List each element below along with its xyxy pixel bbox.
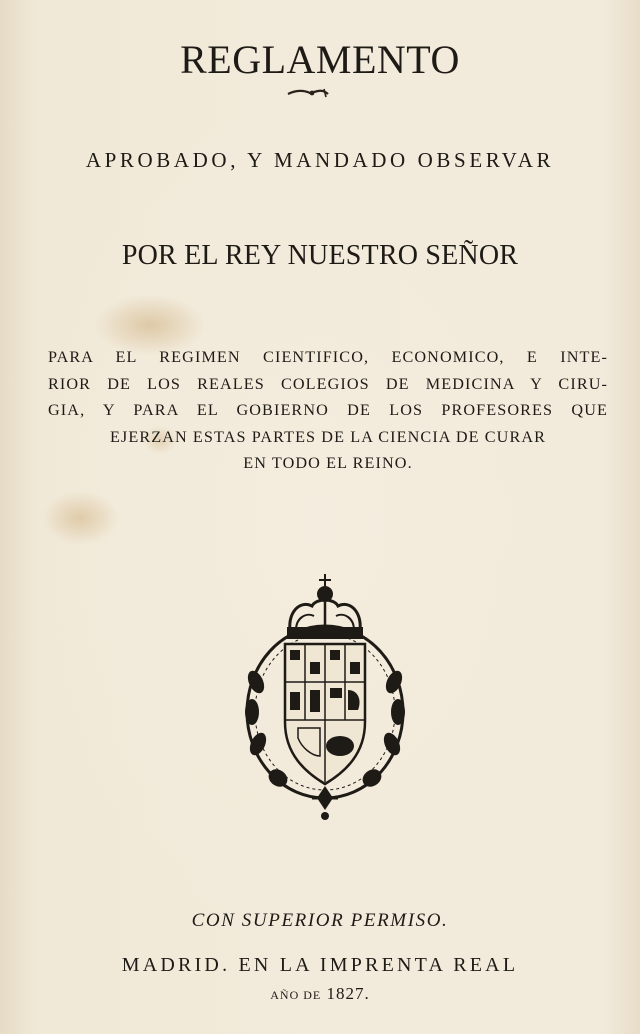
purpose-line: GIA, Y PARA EL GOBIERNO DE LOS PROFESORES QUE <box>48 401 608 419</box>
purpose-line: RIOR DE LOS REALES COLEGIOS DE MEDICINA Y CIRU- <box>48 374 608 393</box>
ornament-icon <box>282 84 342 104</box>
approval-line: APROBADO, Y MANDADO OBSERVAR <box>85 148 555 172</box>
purpose-line: EJERZAN ESTAS PARTES DE LA CIENCIA DE CURAR <box>109 427 547 446</box>
imprint-line: MADRID. EN LA IMPRENTA REAL <box>121 954 519 976</box>
year-prefix: AÑO DE <box>270 988 322 1002</box>
purpose-line: PARA EL REGIMEN CIENTIFICO, ECONOMICO, E INTE- <box>48 348 608 366</box>
authority-line: POR EL REY NUESTRO SEÑOR <box>121 240 519 271</box>
permission-line: CON SUPERIOR PERMISO. <box>191 910 449 931</box>
purpose-line: EN TODO EL REINO. <box>243 454 413 472</box>
royal-coat-of-arms-icon <box>240 572 410 822</box>
purpose-paragraph <box>48 344 608 477</box>
page-title: REGLAMENTO <box>180 37 460 82</box>
year-line <box>0 984 640 1004</box>
year-value: 1827. <box>326 984 370 1003</box>
